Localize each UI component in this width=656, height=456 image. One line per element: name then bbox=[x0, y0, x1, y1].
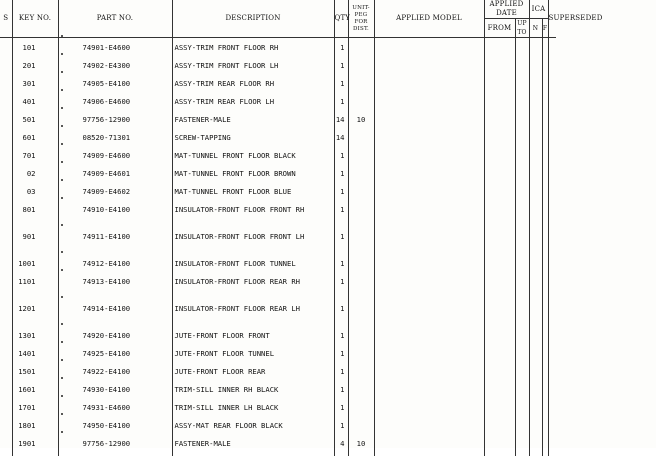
table-row bbox=[0, 182, 656, 200]
part-no-cell: 74920-E4100 bbox=[58, 326, 172, 344]
applied-upto-cell bbox=[515, 182, 529, 200]
applied-upto-cell bbox=[515, 380, 529, 398]
description-cell: INSULATOR-FRONT FLOOR FRONT RH bbox=[172, 200, 334, 227]
qty-cell: 1 bbox=[334, 380, 348, 398]
row-s-cell bbox=[0, 38, 12, 56]
description-cell: FASTENER-MALE bbox=[172, 434, 334, 456]
description-cell: ASSY-TRIM FRONT FLOOR LH bbox=[172, 56, 334, 74]
row-s-cell bbox=[0, 380, 12, 398]
row-s-cell bbox=[0, 164, 12, 182]
qty-cell: 1 bbox=[334, 227, 348, 254]
row-s-cell bbox=[0, 56, 12, 74]
ica-n-cell bbox=[529, 38, 542, 56]
superseded-cell bbox=[548, 128, 556, 146]
applied-upto-cell bbox=[515, 254, 529, 272]
superseded-cell bbox=[548, 272, 556, 299]
part-no-cell: 97756-12900 bbox=[58, 110, 172, 128]
qty-cell: 1 bbox=[334, 92, 348, 110]
description-cell: MAT-TUNNEL FRONT FLOOR BLACK bbox=[172, 146, 334, 164]
ica-n-cell bbox=[529, 92, 542, 110]
applied-from-cell bbox=[484, 227, 515, 254]
description-cell: TRIM-SILL INNER LH BLACK bbox=[172, 398, 334, 416]
applied-model-cell bbox=[374, 200, 484, 227]
key-marker-dot bbox=[61, 341, 63, 343]
key-marker-dot bbox=[61, 413, 63, 415]
applied-model-cell bbox=[374, 344, 484, 362]
part-no-cell: 74912-E4100 bbox=[58, 254, 172, 272]
qty-cell: 1 bbox=[334, 74, 348, 92]
table-row bbox=[0, 110, 656, 128]
col-header-up-to: UP TO bbox=[515, 19, 529, 38]
part-no-cell: 74905-E4100 bbox=[58, 74, 172, 92]
row-s-cell bbox=[0, 326, 12, 344]
key-marker-dot bbox=[61, 35, 63, 37]
applied-upto-cell bbox=[515, 164, 529, 182]
unit-peg-cell bbox=[348, 74, 374, 92]
applied-upto-cell bbox=[515, 56, 529, 74]
key-no-cell: 1801 bbox=[12, 416, 58, 434]
table-row bbox=[0, 164, 656, 182]
ica-n-cell bbox=[529, 398, 542, 416]
applied-from-cell bbox=[484, 110, 515, 128]
row-s-cell bbox=[0, 74, 12, 92]
part-no-cell: 08520-71301 bbox=[58, 128, 172, 146]
ica-n-cell bbox=[529, 299, 542, 326]
qty-cell: 1 bbox=[334, 398, 348, 416]
unit-peg-cell bbox=[348, 182, 374, 200]
qty-cell: 1 bbox=[334, 362, 348, 380]
qty-cell: 4 bbox=[334, 434, 348, 456]
unit-peg-cell bbox=[348, 56, 374, 74]
applied-from-cell bbox=[484, 38, 515, 56]
applied-model-cell bbox=[374, 362, 484, 380]
table-row bbox=[0, 254, 656, 272]
unit-peg-cell: 10 bbox=[348, 434, 374, 456]
superseded-cell bbox=[548, 434, 556, 456]
applied-from-cell bbox=[484, 398, 515, 416]
table-row bbox=[0, 344, 656, 362]
unit-peg-cell bbox=[348, 200, 374, 227]
applied-from-cell bbox=[484, 74, 515, 92]
key-no-cell: 201 bbox=[12, 56, 58, 74]
row-s-cell bbox=[0, 146, 12, 164]
key-no-cell: 601 bbox=[12, 128, 58, 146]
description-cell: MAT-TUNNEL FRONT FLOOR BROWN bbox=[172, 164, 334, 182]
applied-model-cell bbox=[374, 164, 484, 182]
ica-n-cell bbox=[529, 344, 542, 362]
key-marker-dot bbox=[61, 143, 63, 145]
parts-table-body bbox=[0, 38, 656, 456]
superseded-cell bbox=[548, 200, 556, 227]
part-no-cell: 74909-E4602 bbox=[58, 182, 172, 200]
applied-from-cell bbox=[484, 344, 515, 362]
superseded-cell bbox=[548, 380, 556, 398]
row-s-cell bbox=[0, 254, 12, 272]
qty-cell: 1 bbox=[334, 299, 348, 326]
col-header-s: S bbox=[0, 0, 12, 38]
table-row bbox=[0, 74, 656, 92]
key-marker-dot bbox=[61, 53, 63, 55]
unit-peg-cell bbox=[348, 272, 374, 299]
part-no-cell: 74910-E4100 bbox=[58, 200, 172, 227]
row-s-cell bbox=[0, 272, 12, 299]
col-header-applied-date: APPLIED DATE bbox=[484, 0, 529, 19]
applied-model-cell bbox=[374, 272, 484, 299]
superseded-cell bbox=[548, 146, 556, 164]
applied-model-cell bbox=[374, 182, 484, 200]
applied-upto-cell bbox=[515, 200, 529, 227]
part-no-cell: 74902-E4300 bbox=[58, 56, 172, 74]
unit-peg-cell bbox=[348, 416, 374, 434]
applied-upto-cell bbox=[515, 227, 529, 254]
part-no-cell: 74909-E4601 bbox=[58, 164, 172, 182]
superseded-cell bbox=[548, 74, 556, 92]
qty-cell: 1 bbox=[334, 200, 348, 227]
description-cell: INSULATOR-FRONT FLOOR FRONT LH bbox=[172, 227, 334, 254]
applied-model-cell bbox=[374, 227, 484, 254]
table-row bbox=[0, 398, 656, 416]
row-s-cell bbox=[0, 128, 12, 146]
description-cell: TRIM-SILL INNER RH BLACK bbox=[172, 380, 334, 398]
unit-peg-cell bbox=[348, 299, 374, 326]
table-row bbox=[0, 128, 656, 146]
applied-model-cell bbox=[374, 299, 484, 326]
applied-model-cell bbox=[374, 110, 484, 128]
description-cell: ASSY-TRIM REAR FLOOR LH bbox=[172, 92, 334, 110]
col-header-unit-peg: UNIT-PEG FOR DIST. bbox=[348, 0, 374, 38]
table-row bbox=[0, 56, 656, 74]
ica-n-cell bbox=[529, 272, 542, 299]
row-s-cell bbox=[0, 200, 12, 227]
applied-upto-cell bbox=[515, 299, 529, 326]
applied-from-cell bbox=[484, 272, 515, 299]
description-cell: ASSY-TRIM REAR FLOOR RH bbox=[172, 74, 334, 92]
unit-peg-cell bbox=[348, 146, 374, 164]
key-marker-dot bbox=[61, 323, 63, 325]
applied-upto-cell bbox=[515, 344, 529, 362]
ica-n-cell bbox=[529, 380, 542, 398]
ica-n-cell bbox=[529, 326, 542, 344]
superseded-cell bbox=[548, 416, 556, 434]
qty-cell: 14 bbox=[334, 110, 348, 128]
key-no-cell: 501 bbox=[12, 110, 58, 128]
part-no-cell: 74922-E4100 bbox=[58, 362, 172, 380]
key-marker-dot bbox=[61, 125, 63, 127]
key-no-cell: 1001 bbox=[12, 254, 58, 272]
applied-upto-cell bbox=[515, 362, 529, 380]
part-no-cell: 74950-E4100 bbox=[58, 416, 172, 434]
key-marker-dot bbox=[61, 71, 63, 73]
col-header-superseded: SUPERSEDED bbox=[548, 0, 556, 38]
description-cell: JUTE-FRONT FLOOR REAR bbox=[172, 362, 334, 380]
col-header-from: FROM bbox=[484, 19, 515, 38]
key-marker-dot bbox=[61, 359, 63, 361]
table-row bbox=[0, 38, 656, 56]
key-no-cell: 1701 bbox=[12, 398, 58, 416]
unit-peg-cell bbox=[348, 38, 374, 56]
row-s-cell bbox=[0, 299, 12, 326]
applied-upto-cell bbox=[515, 416, 529, 434]
applied-model-cell bbox=[374, 326, 484, 344]
table-row bbox=[0, 227, 656, 254]
key-no-cell: 1901 bbox=[12, 434, 58, 456]
applied-from-cell bbox=[484, 299, 515, 326]
description-cell: ASSY-MAT REAR FLOOR BLACK bbox=[172, 416, 334, 434]
superseded-cell bbox=[548, 92, 556, 110]
applied-from-cell bbox=[484, 416, 515, 434]
qty-cell: 1 bbox=[334, 272, 348, 299]
superseded-cell bbox=[548, 362, 556, 380]
superseded-cell bbox=[548, 326, 556, 344]
unit-peg-cell bbox=[348, 398, 374, 416]
description-cell: ASSY-TRIM FRONT FLOOR RH bbox=[172, 38, 334, 56]
qty-cell: 1 bbox=[334, 182, 348, 200]
description-cell: JUTE-FRONT FLOOR TUNNEL bbox=[172, 344, 334, 362]
key-marker-dot bbox=[61, 197, 63, 199]
applied-upto-cell bbox=[515, 398, 529, 416]
part-no-cell: 97756-12900 bbox=[58, 434, 172, 456]
applied-from-cell bbox=[484, 56, 515, 74]
table-row bbox=[0, 272, 656, 299]
ica-n-cell bbox=[529, 200, 542, 227]
part-no-cell: 74914-E4100 bbox=[58, 299, 172, 326]
col-header-part-no: PART NO. bbox=[58, 0, 172, 38]
applied-model-cell bbox=[374, 146, 484, 164]
superseded-cell bbox=[548, 254, 556, 272]
ica-n-cell bbox=[529, 56, 542, 74]
superseded-cell bbox=[548, 344, 556, 362]
superseded-cell bbox=[548, 398, 556, 416]
applied-from-cell bbox=[484, 380, 515, 398]
col-header-qty: QTY bbox=[334, 0, 348, 38]
key-marker-dot bbox=[61, 89, 63, 91]
description-cell: INSULATOR-FRONT FLOOR REAR LH bbox=[172, 299, 334, 326]
qty-cell: 1 bbox=[334, 146, 348, 164]
applied-model-cell bbox=[374, 416, 484, 434]
applied-upto-cell bbox=[515, 74, 529, 92]
row-s-cell bbox=[0, 434, 12, 456]
unit-peg-cell bbox=[348, 227, 374, 254]
table-row bbox=[0, 434, 656, 456]
ica-n-cell bbox=[529, 182, 542, 200]
row-s-cell bbox=[0, 416, 12, 434]
applied-model-cell bbox=[374, 254, 484, 272]
key-marker-dot bbox=[61, 224, 63, 226]
col-header-key-no: KEY NO. bbox=[12, 0, 58, 38]
applied-model-cell bbox=[374, 434, 484, 456]
applied-upto-cell bbox=[515, 272, 529, 299]
applied-model-cell bbox=[374, 92, 484, 110]
key-marker-dot bbox=[61, 161, 63, 163]
applied-model-cell bbox=[374, 74, 484, 92]
description-cell: MAT-TUNNEL FRONT FLOOR BLUE bbox=[172, 182, 334, 200]
applied-from-cell bbox=[484, 200, 515, 227]
unit-peg-cell bbox=[348, 344, 374, 362]
ica-n-cell bbox=[529, 254, 542, 272]
key-no-cell: 1601 bbox=[12, 380, 58, 398]
table-row bbox=[0, 200, 656, 227]
key-no-cell: 701 bbox=[12, 146, 58, 164]
qty-cell: 1 bbox=[334, 326, 348, 344]
applied-model-cell bbox=[374, 380, 484, 398]
ica-n-cell bbox=[529, 146, 542, 164]
superseded-cell bbox=[548, 182, 556, 200]
ica-n-cell bbox=[529, 110, 542, 128]
key-no-cell: 1501 bbox=[12, 362, 58, 380]
col-header-n: N bbox=[529, 19, 542, 38]
col-header-ica: ICA bbox=[529, 0, 548, 19]
superseded-cell bbox=[548, 164, 556, 182]
unit-peg-cell bbox=[348, 92, 374, 110]
col-header-f: F bbox=[542, 19, 548, 38]
applied-model-cell bbox=[374, 56, 484, 74]
superseded-cell bbox=[548, 38, 556, 56]
applied-from-cell bbox=[484, 254, 515, 272]
key-marker-dot bbox=[61, 269, 63, 271]
ica-n-cell bbox=[529, 434, 542, 456]
key-no-cell: 02 bbox=[12, 164, 58, 182]
part-no-cell: 74911-E4100 bbox=[58, 227, 172, 254]
applied-from-cell bbox=[484, 164, 515, 182]
applied-model-cell bbox=[374, 398, 484, 416]
ica-n-cell bbox=[529, 128, 542, 146]
key-no-cell: 1301 bbox=[12, 326, 58, 344]
key-marker-dot bbox=[61, 431, 63, 433]
superseded-cell bbox=[548, 227, 556, 254]
row-s-cell bbox=[0, 398, 12, 416]
part-no-cell: 74913-E4100 bbox=[58, 272, 172, 299]
applied-upto-cell bbox=[515, 326, 529, 344]
ica-n-cell bbox=[529, 164, 542, 182]
unit-peg-cell bbox=[348, 326, 374, 344]
applied-from-cell bbox=[484, 434, 515, 456]
part-no-cell: 74906-E4600 bbox=[58, 92, 172, 110]
col-header-applied-model: APPLIED MODEL bbox=[374, 0, 484, 38]
key-marker-dot bbox=[61, 395, 63, 397]
key-marker-dot bbox=[61, 296, 63, 298]
ica-n-cell bbox=[529, 227, 542, 254]
superseded-cell bbox=[548, 56, 556, 74]
description-cell: INSULATOR-FRONT FLOOR TUNNEL bbox=[172, 254, 334, 272]
unit-peg-cell bbox=[348, 164, 374, 182]
key-no-cell: 1201 bbox=[12, 299, 58, 326]
applied-model-cell bbox=[374, 128, 484, 146]
ica-n-cell bbox=[529, 74, 542, 92]
applied-upto-cell bbox=[515, 92, 529, 110]
table-row bbox=[0, 362, 656, 380]
applied-upto-cell bbox=[515, 110, 529, 128]
row-s-cell bbox=[0, 92, 12, 110]
key-no-cell: 101 bbox=[12, 38, 58, 56]
applied-from-cell bbox=[484, 146, 515, 164]
part-no-cell: 74925-E4100 bbox=[58, 344, 172, 362]
table-row bbox=[0, 92, 656, 110]
qty-cell: 1 bbox=[334, 254, 348, 272]
unit-peg-cell bbox=[348, 128, 374, 146]
key-no-cell: 801 bbox=[12, 200, 58, 227]
qty-cell: 1 bbox=[334, 344, 348, 362]
description-cell: FASTENER-MALE bbox=[172, 110, 334, 128]
unit-peg-cell bbox=[348, 362, 374, 380]
key-no-cell: 301 bbox=[12, 74, 58, 92]
applied-upto-cell bbox=[515, 128, 529, 146]
table-row bbox=[0, 380, 656, 398]
key-no-cell: 1401 bbox=[12, 344, 58, 362]
description-cell: SCREW-TAPPING bbox=[172, 128, 334, 146]
table-row bbox=[0, 416, 656, 434]
col-header-description: DESCRIPTION bbox=[172, 0, 334, 38]
key-no-cell: 401 bbox=[12, 92, 58, 110]
superseded-cell bbox=[548, 110, 556, 128]
qty-cell: 1 bbox=[334, 416, 348, 434]
table-row bbox=[0, 299, 656, 326]
row-s-cell bbox=[0, 110, 12, 128]
applied-upto-cell bbox=[515, 38, 529, 56]
key-no-cell: 901 bbox=[12, 227, 58, 254]
row-s-cell bbox=[0, 344, 12, 362]
key-marker-dot bbox=[61, 377, 63, 379]
key-marker-dot bbox=[61, 179, 63, 181]
key-no-cell: 03 bbox=[12, 182, 58, 200]
table-row bbox=[0, 146, 656, 164]
row-s-cell bbox=[0, 182, 12, 200]
part-no-cell: 74909-E4600 bbox=[58, 146, 172, 164]
part-no-cell: 74930-E4100 bbox=[58, 380, 172, 398]
applied-from-cell bbox=[484, 128, 515, 146]
unit-peg-cell bbox=[348, 254, 374, 272]
unit-peg-cell: 10 bbox=[348, 110, 374, 128]
table-row bbox=[0, 326, 656, 344]
applied-from-cell bbox=[484, 182, 515, 200]
row-s-cell bbox=[0, 362, 12, 380]
qty-cell: 1 bbox=[334, 164, 348, 182]
description-cell: INSULATOR-FRONT FLOOR REAR RH bbox=[172, 272, 334, 299]
key-marker-dot bbox=[61, 107, 63, 109]
row-s-cell bbox=[0, 227, 12, 254]
applied-model-cell bbox=[374, 38, 484, 56]
applied-upto-cell bbox=[515, 434, 529, 456]
qty-cell: 1 bbox=[334, 38, 348, 56]
description-cell: JUTE-FRONT FLOOR FRONT bbox=[172, 326, 334, 344]
applied-from-cell bbox=[484, 326, 515, 344]
qty-cell: 14 bbox=[334, 128, 348, 146]
applied-from-cell bbox=[484, 92, 515, 110]
superseded-cell bbox=[548, 299, 556, 326]
applied-from-cell bbox=[484, 362, 515, 380]
applied-upto-cell bbox=[515, 146, 529, 164]
ica-n-cell bbox=[529, 362, 542, 380]
key-no-cell: 1101 bbox=[12, 272, 58, 299]
qty-cell: 1 bbox=[334, 56, 348, 74]
unit-peg-cell bbox=[348, 380, 374, 398]
part-no-cell: 74901-E4600 bbox=[58, 38, 172, 56]
key-marker-dot bbox=[61, 251, 63, 253]
ica-n-cell bbox=[529, 416, 542, 434]
part-no-cell: 74931-E4600 bbox=[58, 398, 172, 416]
